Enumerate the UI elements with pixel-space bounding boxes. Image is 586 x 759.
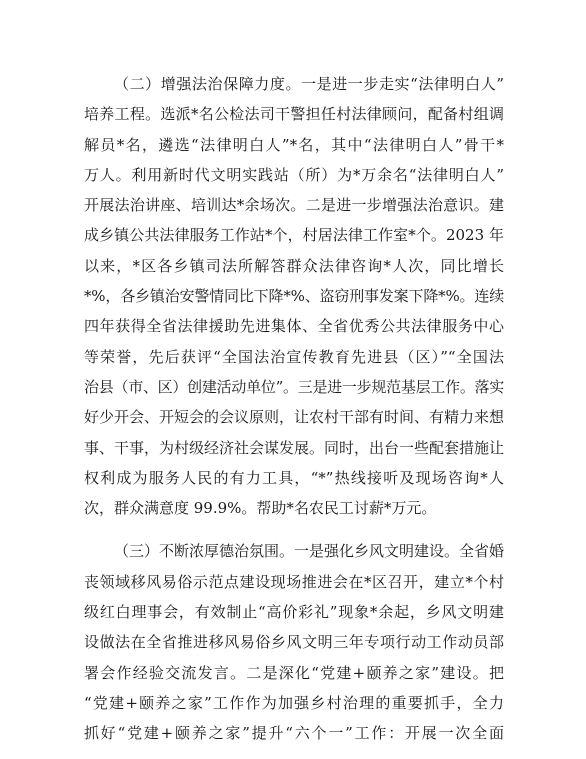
text-line: “党建+颐养之家”工作作为加强乡村治理的重要抓手，全力 — [84, 693, 504, 712]
text-line: *%，各乡镇治安警情同比下降*%、盗窃刑事发案下降*%。连续 — [84, 287, 504, 306]
text-line: 好少开会、开短会的会议原则，让农村干部有时间、有精力来想 — [84, 408, 505, 427]
text-line: 级红白理事会，有效制止“高价彩礼”现象*余起，乡风文明建 — [84, 603, 504, 622]
text-line: 次，群众满意度 99.9%。帮助*名农民工讨薪*万元。 — [84, 499, 437, 518]
text-line: 事、干事，为村级经济社会谋发展。同时，出台一些配套措施让 — [84, 438, 505, 457]
text-line: 以来，*区各乡镇司法所解答群众法律咨询*人次，同比增长 — [84, 256, 504, 275]
text-line: （三）不断浓厚德治氛围。一是强化乡风文明建设。全省婚 — [114, 542, 505, 561]
text-line: （二）增强法治保障力度。一是进一步走实“法律明白人” — [114, 75, 504, 93]
paragraph-rule-of-virtue — [84, 536, 504, 748]
text-line: 万人。利用新时代文明实践站（所）为*万余名“法律明白人” — [84, 165, 504, 184]
text-line: 培养工程。选派*名公检法司干警担任村法律顾问，配备村组调 — [84, 105, 504, 124]
document-body — [84, 69, 504, 749]
paragraph-rule-of-law — [84, 69, 504, 523]
text-line: 署会作经验交流发言。二是深化“党建+颐养之家”建设。把 — [84, 663, 504, 682]
text-line: 抓好“党建+颐养之家”提升“六个一”工作：开展一次全面 — [84, 724, 504, 743]
text-line: 四年获得全省法律援助先进集体、全省优秀公共法律服务中心 — [84, 317, 504, 336]
text-line: 解员*名，遴选“法律明白人”*名，其中“法律明白人”骨干* — [84, 135, 504, 154]
text-line: 成乡镇公共法律服务工作站*个，村居法律工作室*个。2023 年 — [84, 226, 504, 245]
text-line: 权利成为服务人民的有力工具，“*”热线接听及现场咨询*人 — [84, 468, 504, 487]
text-line: 治县（市、区）创建活动单位”。三是进一步规范基层工作。落实 — [84, 377, 504, 396]
text-line: 丧领域移风易俗示范点建设现场推进会在*区召开，建立*个村 — [84, 572, 504, 591]
text-line: 等荣誉，先后获评“全国法治宣传教育先进县（区）”“全国法 — [84, 347, 504, 366]
text-line: 开展法治讲座、培训达*余场次。二是进一步增强法治意识。建 — [84, 196, 504, 215]
text-line: 设做法在全省推进移风易俗乡风文明三年专项行动工作动员部 — [84, 633, 504, 652]
